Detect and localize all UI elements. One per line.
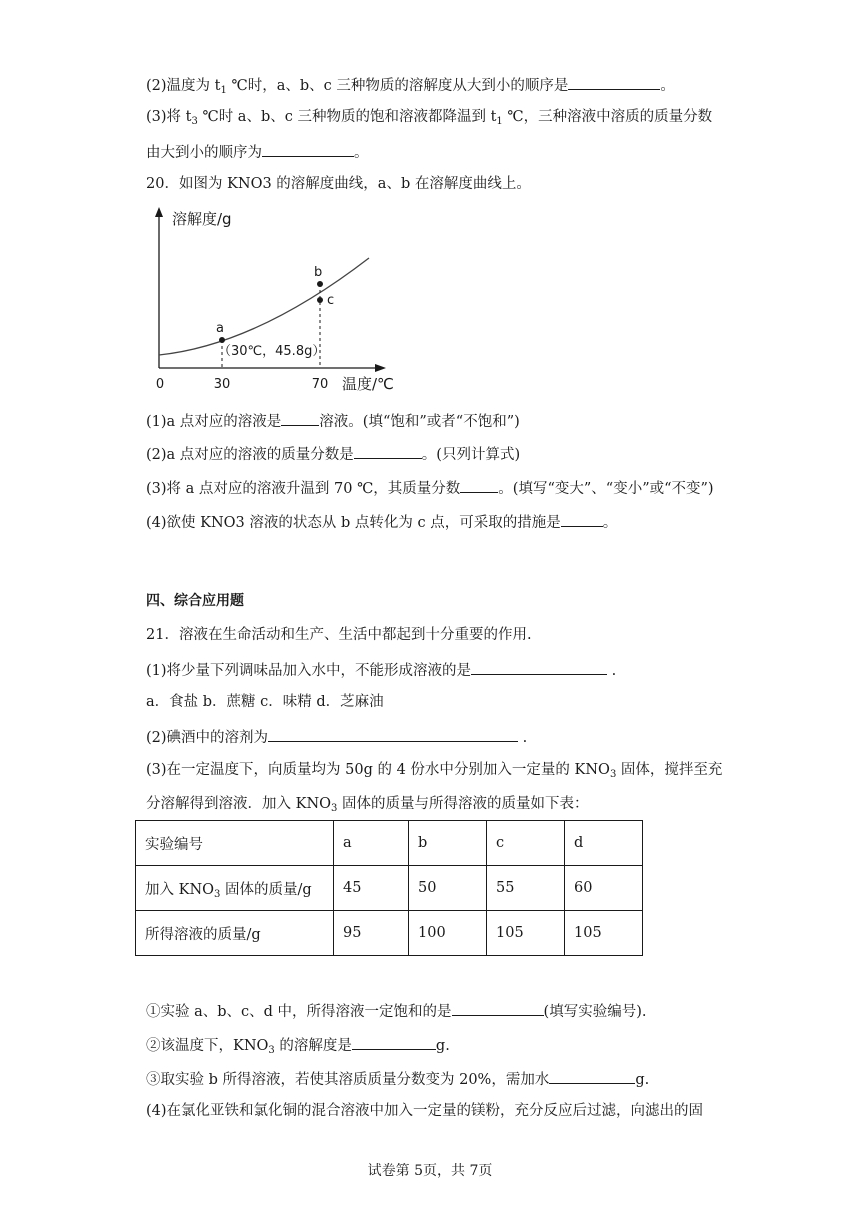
q21-part3-sub2: ②该温度下，$KNO_3$ 的溶解度是 g. xyxy=(146,1034,450,1056)
q20-title: 20．如图为 KNO3 的溶解度曲线，a、b 在溶解度曲线上。 xyxy=(146,176,531,192)
q21-part3-sub1: ①实验 a、b、c、d 中，所得溶液一定饱和的是 (填写实验编号). xyxy=(146,1000,646,1022)
point-c xyxy=(317,297,323,303)
page-footer: 试卷第 5页，共 7页 xyxy=(367,1163,493,1179)
kno3-solubility-chart xyxy=(146,203,406,398)
q21-part2: (2)碘酒中的溶剂为 . xyxy=(146,726,527,748)
experiment-table xyxy=(135,820,643,956)
point-label-b: b xyxy=(314,265,323,280)
q19-part2: (2)温度为 $t_1$ ℃时，a、b、c 三种物质的溶解度从大到小的顺序是 。 xyxy=(146,74,675,96)
q21-part3-sub3: ③取实验 b 所得溶液，若使其溶质质量分数变为 20%，需加水 g. xyxy=(146,1068,649,1090)
x-axis-label: 温度/℃ xyxy=(342,375,394,393)
answer-blank[interactable] xyxy=(352,1034,436,1050)
table-cell: 45 xyxy=(334,866,409,911)
q19-part3-line1: (3)将 $t_3$ ℃时 a、b、c 三种物质的饱和溶液都降温到 $t_1$ ℃，三种溶液中溶质的质量分数 xyxy=(146,109,713,127)
q21-part1: (1)将少量下列调味品加入水中，不能形成溶液的是 . xyxy=(146,659,616,681)
answer-blank[interactable] xyxy=(281,410,319,426)
table-cell: 60 xyxy=(565,866,643,911)
answer-blank[interactable] xyxy=(354,443,422,459)
solubility-curve xyxy=(159,258,369,355)
answer-blank[interactable] xyxy=(452,1000,544,1016)
q21-part1-options: a．食盐 b．蔗糖 c．味精 d．芝麻油 xyxy=(146,694,384,710)
answer-blank[interactable] xyxy=(549,1068,635,1084)
table-cell: 100 xyxy=(409,911,487,956)
q21-title: 21．溶液在生命活动和生产、生活中都起到十分重要的作用. xyxy=(146,627,532,643)
answer-blank[interactable] xyxy=(460,477,498,493)
table-cell: 105 xyxy=(487,911,565,956)
answer-blank[interactable] xyxy=(568,74,660,90)
q20-part4: (4)欲使 KNO3 溶液的状态从 b 点转化为 c 点，可采取的措施是 。 xyxy=(146,511,617,533)
table-cell: 所得溶液的质量/g xyxy=(136,911,334,956)
q19-part3-line2: 由大到小的顺序为 。 xyxy=(146,141,369,163)
table-cell: 实验编号 xyxy=(136,821,334,866)
answer-blank[interactable] xyxy=(262,141,354,157)
y-axis-label: 溶解度/g xyxy=(172,210,232,228)
table-cell: 加入 $KNO_3$ 固体的质量/g xyxy=(136,866,334,911)
table-cell: b xyxy=(409,821,487,866)
q21-part4: (4)在氯化亚铁和氯化铜的混合溶液中加入一定量的镁粉，充分反应后过滤，向滤出的固 xyxy=(146,1103,704,1119)
q20-part3: (3)将 a 点对应的溶液升温到 70 ℃，其质量分数 。(填写“变大”、“变小”或“不变”) xyxy=(146,477,714,499)
q21-part3-line1: (3)在一定温度下，向质量均为 50g 的 4 份水中分别加入一定量的 $KNO_3$ 固体，搅拌至充 xyxy=(146,762,723,780)
point-a-annotation: （30℃，45.8g） xyxy=(218,344,326,359)
table-row xyxy=(136,866,643,911)
point-b xyxy=(317,281,323,287)
table-cell: 50 xyxy=(409,866,487,911)
section-heading: 四、综合应用题 xyxy=(146,593,244,609)
table-cell: c xyxy=(487,821,565,866)
q21-part3-line2: 分溶解得到溶液．加入 $KNO_3$ 固体的质量与所得溶液的质量如下表： xyxy=(146,796,589,814)
x-tick-label: 70 xyxy=(311,377,329,392)
point-label-c: c xyxy=(327,293,335,308)
point-label-a: a xyxy=(216,321,224,336)
q20-part2: (2)a 点对应的溶液的质量分数是 。(只列计算式) xyxy=(146,443,520,465)
answer-blank[interactable] xyxy=(561,511,603,527)
point-a xyxy=(219,337,225,343)
table-cell: 55 xyxy=(487,866,565,911)
table-cell: 95 xyxy=(334,911,409,956)
table-row xyxy=(136,821,643,866)
table-row xyxy=(136,911,643,956)
x-tick-label: 0 xyxy=(155,377,165,392)
table-cell: d xyxy=(565,821,643,866)
answer-blank[interactable] xyxy=(268,726,518,742)
q20-part1: (1)a 点对应的溶液是 溶液。(填“饱和”或者“不饱和”) xyxy=(146,410,520,432)
table-cell: a xyxy=(334,821,409,866)
answer-blank[interactable] xyxy=(471,659,607,675)
y-axis-arrow xyxy=(155,207,163,217)
x-axis-arrow xyxy=(375,364,386,372)
x-tick-label: 30 xyxy=(213,377,231,392)
table-cell: 105 xyxy=(565,911,643,956)
